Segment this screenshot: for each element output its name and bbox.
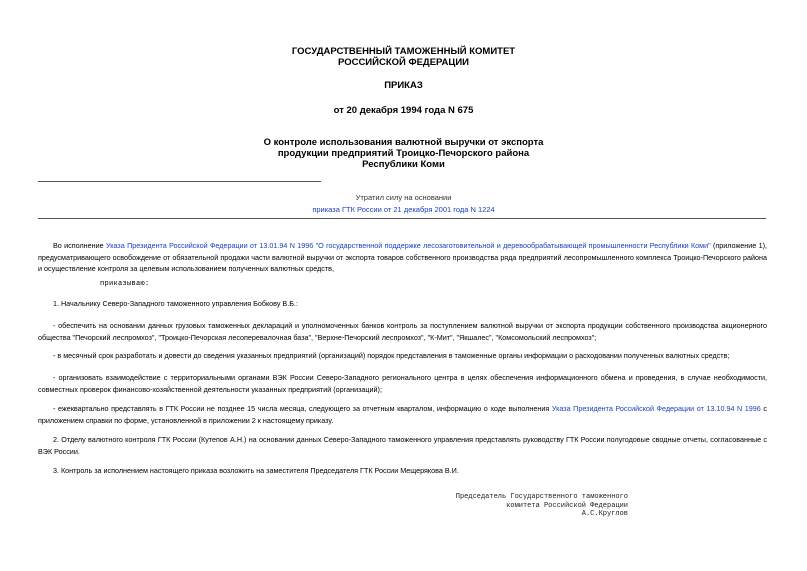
item-1d	[38, 403, 767, 426]
title-line-3: Республики Коми	[362, 159, 445, 170]
intro-text-before: Во исполнение	[53, 241, 106, 250]
item-2: 2. Отделу валютного контроля ГТК России (Кутепов А.Н.) на основании данных Северо-Западного таможенного управления представлять руководству ГТК России полугодовые сводные отчеты, согласованные с ВЭК России.	[38, 435, 767, 456]
decree-link[interactable]: Указа Президента Российской Федерации от 13.01.94 N 1996 "О государственной поддержке лесозаготовительной и деревообрабатывающей промышленности Республики Коми"	[105, 241, 711, 250]
item-1d-after: с приложением справки по форме, установленной в приложении 2 к настоящему приказу.	[38, 404, 767, 425]
item-1c: - организовать взаимодействие с территориальными органами ВЭК России Северо-Западного регионального центра в целях обеспечения информационного обмена и проведения, в случае необходимости, совместных проверок финансово-хозяйственной деятельности указанных предприятий (организаций);	[38, 373, 767, 394]
intro-text-after: (приложение 1), предусматривающего освобождение от обязательной продажи части валютной выручки от экспорта товаров собственного производства ряда предприятий лесопромышленного комплекса Троицко-Печорского района и осуществление контроля за целевым использованием полученных валютных средств,	[38, 241, 767, 273]
document-date-number: от 20 декабря 1994 года N 675	[333, 105, 474, 116]
item-1: 1. Начальнику Северо-Западного таможенного управления Бобкову В.Б.:	[53, 299, 298, 308]
document-title	[0, 137, 807, 170]
title-line-2: продукции предприятий Троицко-Печорского района	[277, 148, 530, 159]
issuer-line-1: ГОСУДАРСТВЕННЫЙ ТАМОЖЕННЫЙ КОМИТЕТ	[291, 46, 516, 57]
intro-paragraph	[38, 240, 767, 275]
divider-top	[38, 181, 321, 182]
item-1d-before: - ежеквартально представлять в ГТК России не позднее 15 числа месяца, следующего за отчетным кварталом, информацию о ходе выполнения	[53, 404, 552, 413]
signature-line-3: А.С.Круглов	[581, 510, 628, 518]
lost-force-link[interactable]: приказа ГТК России от 21 декабря 2001 года N 1224	[312, 205, 495, 214]
divider-bottom	[38, 218, 766, 219]
title-line-1: О контроле использования валютной выручки от экспорта	[263, 137, 544, 148]
item-1b: - в месячный срок разработать и довести до сведения указанных предприятий (организаций) порядок представления в таможенные органы информации о расходовании полученных валютных средств;	[53, 351, 730, 360]
document-type: ПРИКАЗ	[384, 80, 423, 91]
issuer-line-2: РОССИЙСКОЙ ФЕДЕРАЦИИ	[337, 57, 469, 68]
lost-force-line	[0, 204, 807, 216]
order-word: приказываю:	[100, 280, 150, 288]
signature-line-1: Председатель Государственного таможенного	[455, 493, 628, 501]
lost-force-note: Утратил силу на основании	[355, 193, 452, 202]
item-1a: - обеспечить на основании данных грузовых таможенных деклараций и уполномоченных банков контроль за поступлением валютной выручки от экспорта продукции собственного производства акционерного общества "Печорский леспромхоз", "Троицко-Печорская лесоперевалочная база", "Верхне-Печорский леспромхоз", "К-Мит", "Якшалес", "Комсомольский леспромхоз";	[38, 321, 767, 342]
signature-block	[430, 493, 628, 519]
decree-link-2[interactable]: Указа Президента Российской Федерации от 13.10.94 N 1996	[551, 404, 761, 413]
issuer-heading	[0, 46, 807, 68]
signature-line-2: комитета Российской Федерации	[506, 501, 628, 510]
item-3: 3. Контроль за исполнением настоящего приказа возложить на заместителя Председателя ГТК России Мещерякова В.И.	[53, 466, 459, 475]
